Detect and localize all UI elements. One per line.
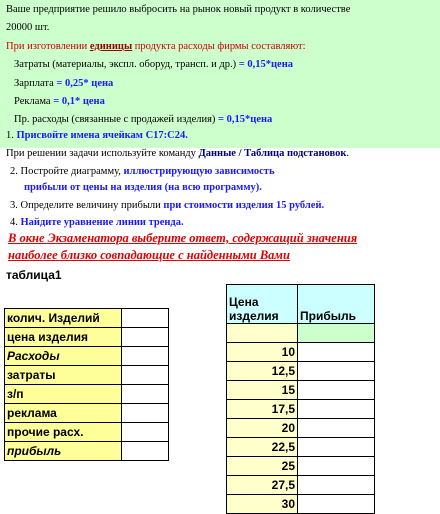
profit-cell[interactable] <box>298 438 375 457</box>
cost-ads-formula: = 0,1* цена <box>53 96 105 107</box>
price-cell[interactable]: 15 <box>227 381 298 400</box>
table-row <box>227 419 375 438</box>
table-row <box>5 442 169 461</box>
table-row <box>227 362 375 381</box>
price-cell[interactable]: 20 <box>227 419 298 438</box>
table1-label: з/п <box>5 385 122 404</box>
intro-line-1: Ваше предприятие решило выбросить на рынок новый продукт в количестве <box>6 4 351 15</box>
table-row <box>227 495 375 514</box>
step-1-text: Присвойте имена ячейкам С17:С24. <box>16 130 188 141</box>
step-1-note-command: Данные / Таблица подстановок <box>198 148 347 159</box>
table1-label: цена изделия <box>5 328 122 347</box>
table1-value-cell[interactable] <box>122 347 169 366</box>
cost-materials-label: Затраты (материалы, экспл. оборуд, трансп. и др.) <box>14 59 239 70</box>
profit-cell[interactable] <box>298 495 375 514</box>
price-cell[interactable] <box>227 324 298 343</box>
header-price-line-1: Цена <box>229 295 259 309</box>
cost-other-formula: = 0,15*цена <box>218 114 273 125</box>
table-row <box>227 324 375 343</box>
price-cell[interactable]: 12,5 <box>227 362 298 381</box>
table1-value-cell[interactable] <box>122 366 169 385</box>
price-cell[interactable]: 30 <box>227 495 298 514</box>
price-cell[interactable]: 10 <box>227 343 298 362</box>
table1-label: колич. Изделий <box>5 309 122 328</box>
table-row <box>5 366 169 385</box>
costs-header <box>6 40 306 53</box>
intro-line-2: 20000 шт. <box>6 22 50 33</box>
cost-salary-formula: = 0,25* цена <box>56 78 114 89</box>
step-1-note-end: . <box>346 148 350 159</box>
warning-line-2: наиболее близко совпадающие с найденными Вами <box>8 248 290 262</box>
profit-cell[interactable] <box>298 400 375 419</box>
table-row <box>5 385 169 404</box>
price-cell[interactable]: 25 <box>227 457 298 476</box>
price-cell[interactable]: 22,5 <box>227 438 298 457</box>
cost-ads <box>14 95 105 108</box>
table1-title: таблица1 <box>6 268 62 282</box>
table1-value-cell[interactable] <box>122 385 169 404</box>
costs-header-post: продукта расходы фирмы составляют: <box>132 41 306 52</box>
header-profit: Прибыль <box>298 285 375 324</box>
step-2-cont: прибыли от цены на изделия (на всю программу). <box>24 182 262 193</box>
header-price-line-2: изделия <box>229 309 279 323</box>
table1 <box>4 308 169 461</box>
warning-line-1: В окне Экзаменатора выберите ответ, содержащий значения <box>8 231 358 245</box>
profit-cell[interactable] <box>298 457 375 476</box>
price-cell[interactable]: 17,5 <box>227 400 298 419</box>
table-row <box>227 381 375 400</box>
table1-value-cell[interactable] <box>122 423 169 442</box>
step-4-text: Найдите уравнение линии тренда. <box>20 217 184 228</box>
cost-materials <box>14 58 293 71</box>
table-row <box>227 400 375 419</box>
profit-cell[interactable] <box>298 476 375 495</box>
table-row <box>5 423 169 442</box>
step-3-text: при стоимости изделия 15 рублей. <box>163 200 325 211</box>
table-row <box>227 343 375 362</box>
profit-cell[interactable] <box>298 324 375 343</box>
step-4 <box>10 216 184 229</box>
step-2 <box>10 165 275 178</box>
cost-salary-label: Зарплата <box>14 78 57 89</box>
step-1-note-pre: При решении задачи используйте команду <box>6 148 199 159</box>
step-3 <box>10 199 324 212</box>
step-1-number: 1. <box>6 130 17 141</box>
price-cell[interactable]: 27,5 <box>227 476 298 495</box>
table1-value-cell[interactable] <box>122 404 169 423</box>
step-4-number: 4. <box>10 217 21 228</box>
table1-label: прочие расх. <box>5 423 122 442</box>
table-row <box>5 328 169 347</box>
table1-label: затраты <box>5 366 122 385</box>
profit-cell[interactable] <box>298 381 375 400</box>
table-row <box>227 476 375 495</box>
cost-other <box>14 113 272 126</box>
table1-value-cell[interactable] <box>122 309 169 328</box>
table-row <box>5 347 169 366</box>
step-1 <box>6 129 188 142</box>
profit-cell[interactable] <box>298 419 375 438</box>
table1-label: реклама <box>5 404 122 423</box>
table2 <box>226 284 375 514</box>
step-2-text: иллюстрирующую зависимость <box>123 166 275 177</box>
header-price <box>227 285 298 324</box>
step-2-number: 2. Постройте диаграмму, <box>10 166 124 177</box>
cost-materials-formula: = 0,15*цена <box>238 59 294 70</box>
cost-salary <box>14 77 113 90</box>
table1-label: прибыль <box>5 442 122 461</box>
table1-label: Расходы <box>5 347 122 366</box>
table2-header-row <box>227 285 375 324</box>
table-row <box>5 404 169 423</box>
step-1-note <box>6 147 349 160</box>
costs-header-unit: единицы <box>89 41 133 52</box>
table-row <box>227 438 375 457</box>
cost-ads-label: Реклама <box>14 96 54 107</box>
table-row <box>5 309 169 328</box>
table1-value-cell[interactable] <box>122 442 169 461</box>
profit-cell[interactable] <box>298 343 375 362</box>
step-3-pre: 3. Определите величину прибыли <box>10 200 164 211</box>
table1-value-cell[interactable] <box>122 328 169 347</box>
costs-header-pre: При изготовлении <box>6 41 90 52</box>
profit-cell[interactable] <box>298 362 375 381</box>
cost-other-label: Пр. расходы (связанные с продажей изделия) <box>14 114 219 125</box>
table-row <box>227 457 375 476</box>
